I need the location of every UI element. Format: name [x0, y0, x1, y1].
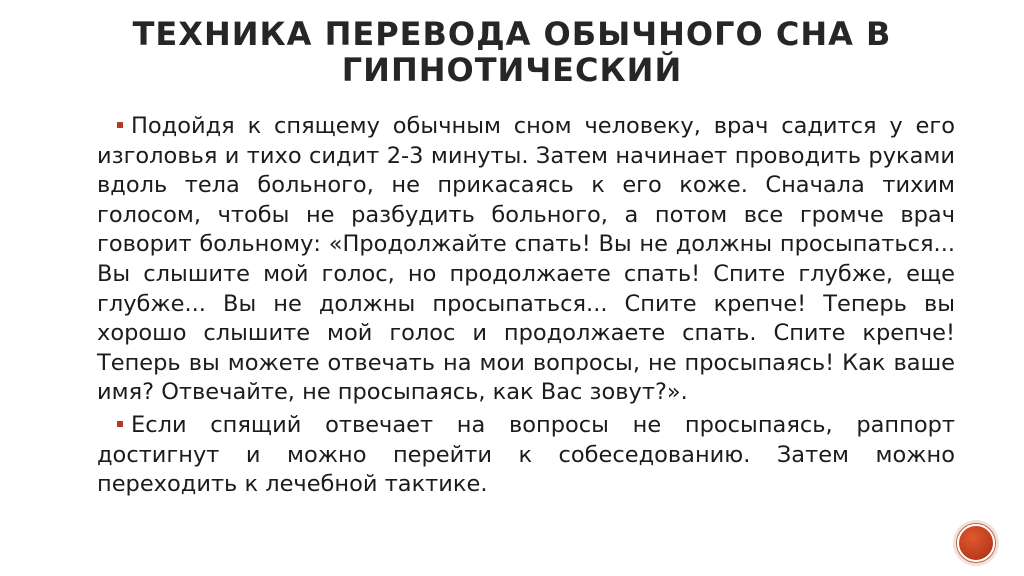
bullet-marker-icon	[117, 122, 123, 128]
bullet-item	[97, 112, 955, 408]
slide-body	[97, 112, 955, 503]
bullet-text: Если спящий отвечает на вопросы не просыпаясь, раппорт достигнут и можно перейти к собеседованию. Затем можно переходить к лечебной тактике.	[97, 411, 955, 498]
slide-title: ТЕХНИКА ПЕРЕВОДА ОБЫЧНОГО СНА В ГИПНОТИЧЕСКИЙ	[132, 15, 892, 89]
circle-decoration-icon	[957, 524, 995, 562]
slide-logo-badge	[953, 520, 999, 566]
bullet-marker-icon	[117, 421, 123, 427]
bullet-text: Подойдя к спящему обычным сном человеку, врач садится у его изголовья и тихо сидит 2-3 минуты. Затем начинает проводить руками вдоль тела больного, не прикасаясь к его коже. Сначала тихим голосом, чтобы не разбудить больного, а потом все громче врач говорит больному: «Продолжайте спать! Вы не должны просыпаться... Вы слышите мой голос, но продолжаете спать! Спите глубже, еще глубже... Вы не должны просыпаться... Спите крепче! Теперь вы хорошо слышите мой голос и продолжаете спать. Спите крепче! Теперь вы можете отвечать на мои вопросы, не просыпаясь! Как ваше имя? Отвечайте, не просыпаясь, как Вас зовут?».	[97, 113, 955, 406]
bullet-item	[97, 411, 955, 500]
